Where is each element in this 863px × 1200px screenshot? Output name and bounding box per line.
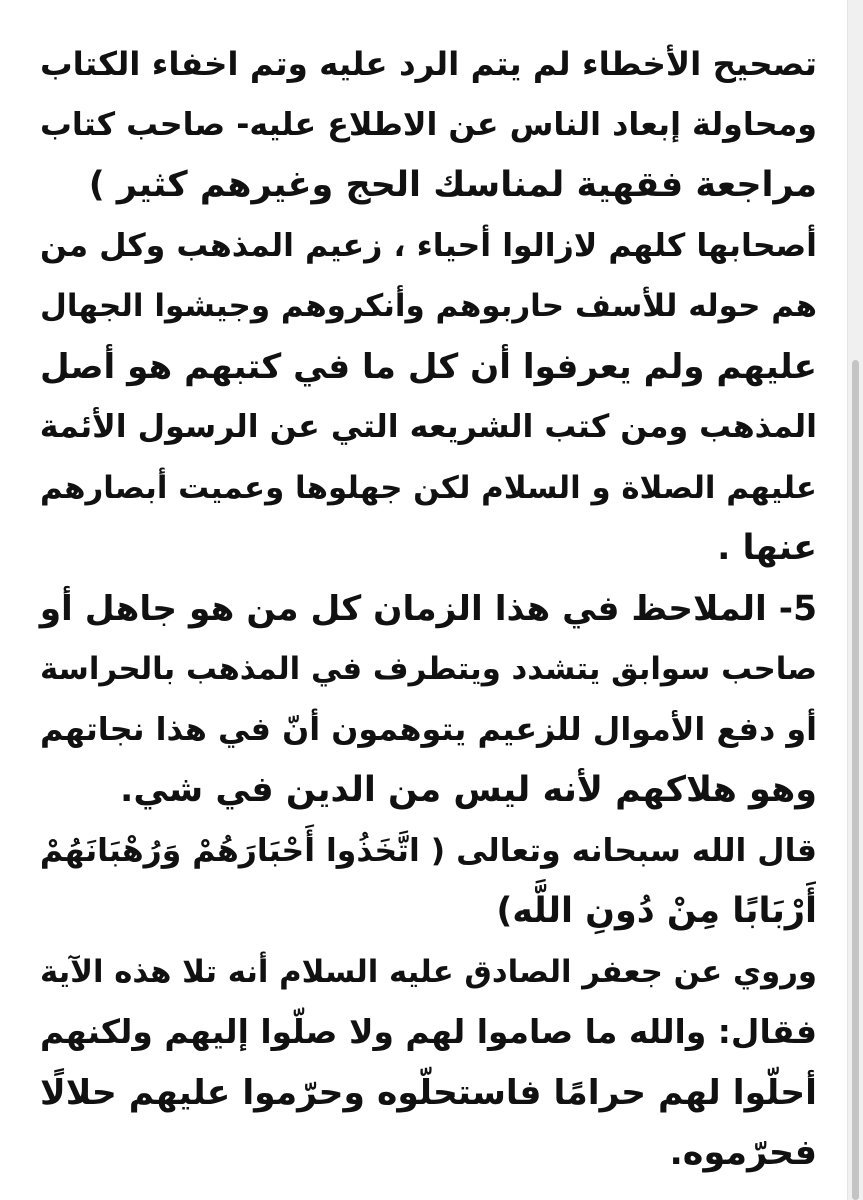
text-line: تصحيح الأخطاء لم يتم الرد عليه وتم اخفاء الكتاب bbox=[40, 45, 817, 83]
text-line: أَرْبَابًا مِنْ دُونِ اللَّه) bbox=[496, 891, 817, 931]
text-line: أو دفع الأموال للزعيم يتوهمون أنّ في هذا نجاتهم bbox=[40, 711, 817, 748]
text-line: المذهب ومن كتب الشريعه التي عن الرسول الأئمة bbox=[39, 409, 817, 445]
text-line: صاحب سوابق يتشدد ويتطرف في المذهب بالحراسة bbox=[40, 651, 817, 687]
text-line: عليهم ولم يعرفوا أن كل ما في كتبهم هو أصل bbox=[40, 346, 817, 387]
text-line: وهو هلاكهم لأنه ليس من الدين في شي. bbox=[120, 770, 817, 810]
document-text bbox=[40, 34, 817, 1184]
text-line: ومحاولة إبعاد الناس عن الاطلاع عليه- صاحب كتاب bbox=[39, 106, 817, 143]
text-line: أحلّوا لهم حرامًا فاستحلّوه وحرّموا عليهم حلالًا bbox=[40, 1072, 817, 1113]
text-line: فقال: والله ما صاموا لهم ولا صلّوا إليهم ولكنهم bbox=[40, 1012, 817, 1051]
text-line: قال الله سبحانه وتعالى ( اتَّخَذُوا أَحْبَارَهُمْ وَرُهْبَانَهُمْ bbox=[39, 832, 817, 869]
text-line: عنها . bbox=[717, 528, 817, 568]
text-line: هم حوله للأسف حاربوهم وأنكروهم وجيشوا الجهال bbox=[40, 288, 817, 324]
text-line: فحرّموه. bbox=[669, 1133, 817, 1173]
text-line: مراجعة فقهية لمناسك الحج وغيرهم كثير ) bbox=[88, 165, 817, 205]
text-line: 5- الملاحظ في هذا الزمان كل من هو جاهل أو bbox=[39, 588, 817, 629]
text-line: عليهم الصلاة و السلام لكن جهلوها وعميت أبصارهم bbox=[40, 469, 817, 506]
scrollbar[interactable] bbox=[847, 0, 863, 1200]
text-line: أصحابها كلهم لازالوا أحياء ، زعيم المذهب وكل من bbox=[40, 227, 817, 264]
text-line: وروي عن جعفر الصادق عليه السلام أنه تلا هذه الآية bbox=[40, 953, 817, 990]
scrollbar-thumb[interactable] bbox=[852, 360, 859, 1200]
